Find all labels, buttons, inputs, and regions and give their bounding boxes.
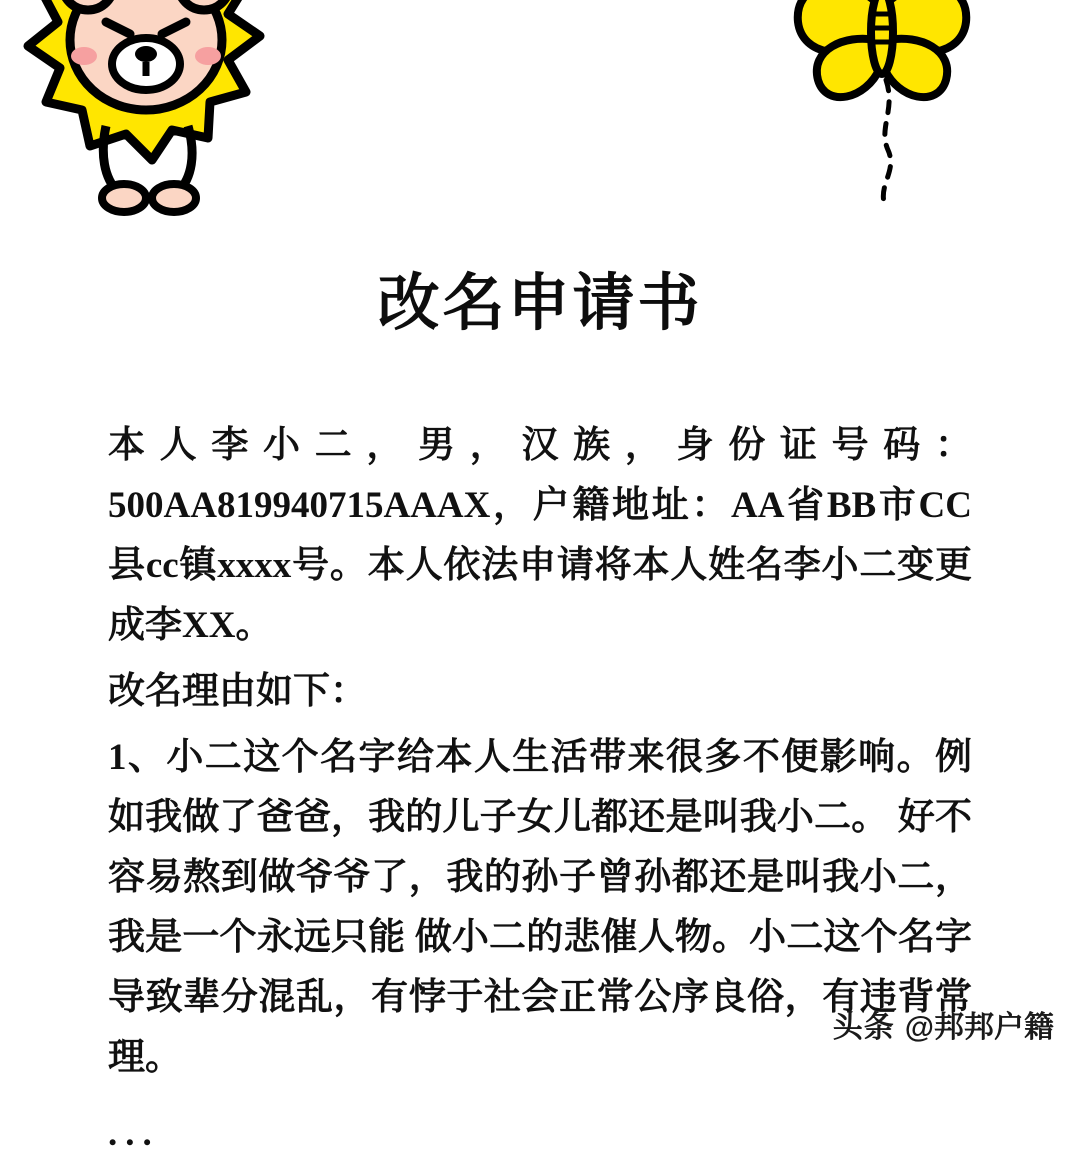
paragraph-ellipsis: ... bbox=[108, 1112, 160, 1154]
paragraph-list bbox=[0, 416, 1080, 1163]
toutiao-logo-text: 头条 bbox=[832, 1011, 895, 1044]
butterfly-cloud-cartoon-icon bbox=[770, 0, 1080, 240]
sun-bear-cartoon-icon bbox=[0, 0, 380, 220]
source-watermark bbox=[833, 1002, 1054, 1046]
paragraph: 1、小二这个名字给本人生活带来很多不便影响。例如我做了爸爸，我的儿子女儿都还是叫我小二。 好不容易熬到做爷爷了，我的孙子曾孙都还是叫我小二， 我是一个永远只能 做小二的悲催人物。小二这个名字导致辈分混乱，有悖于社会正常公序良俗，有违背常理。 bbox=[108, 736, 972, 1078]
author-handle: @邦邦户籍 bbox=[904, 1011, 1054, 1044]
paragraph: 改名理由如下： bbox=[108, 670, 367, 712]
paragraph: 本人李小二，男，汉族，身份证号码：500AA819940715AAAX，户籍地址：AA省BB市CC县cc镇xxxx号。本人依法申请将本人姓名李小二变更成李XX。 bbox=[108, 425, 972, 646]
page-title: 改名申请书 bbox=[377, 270, 703, 338]
